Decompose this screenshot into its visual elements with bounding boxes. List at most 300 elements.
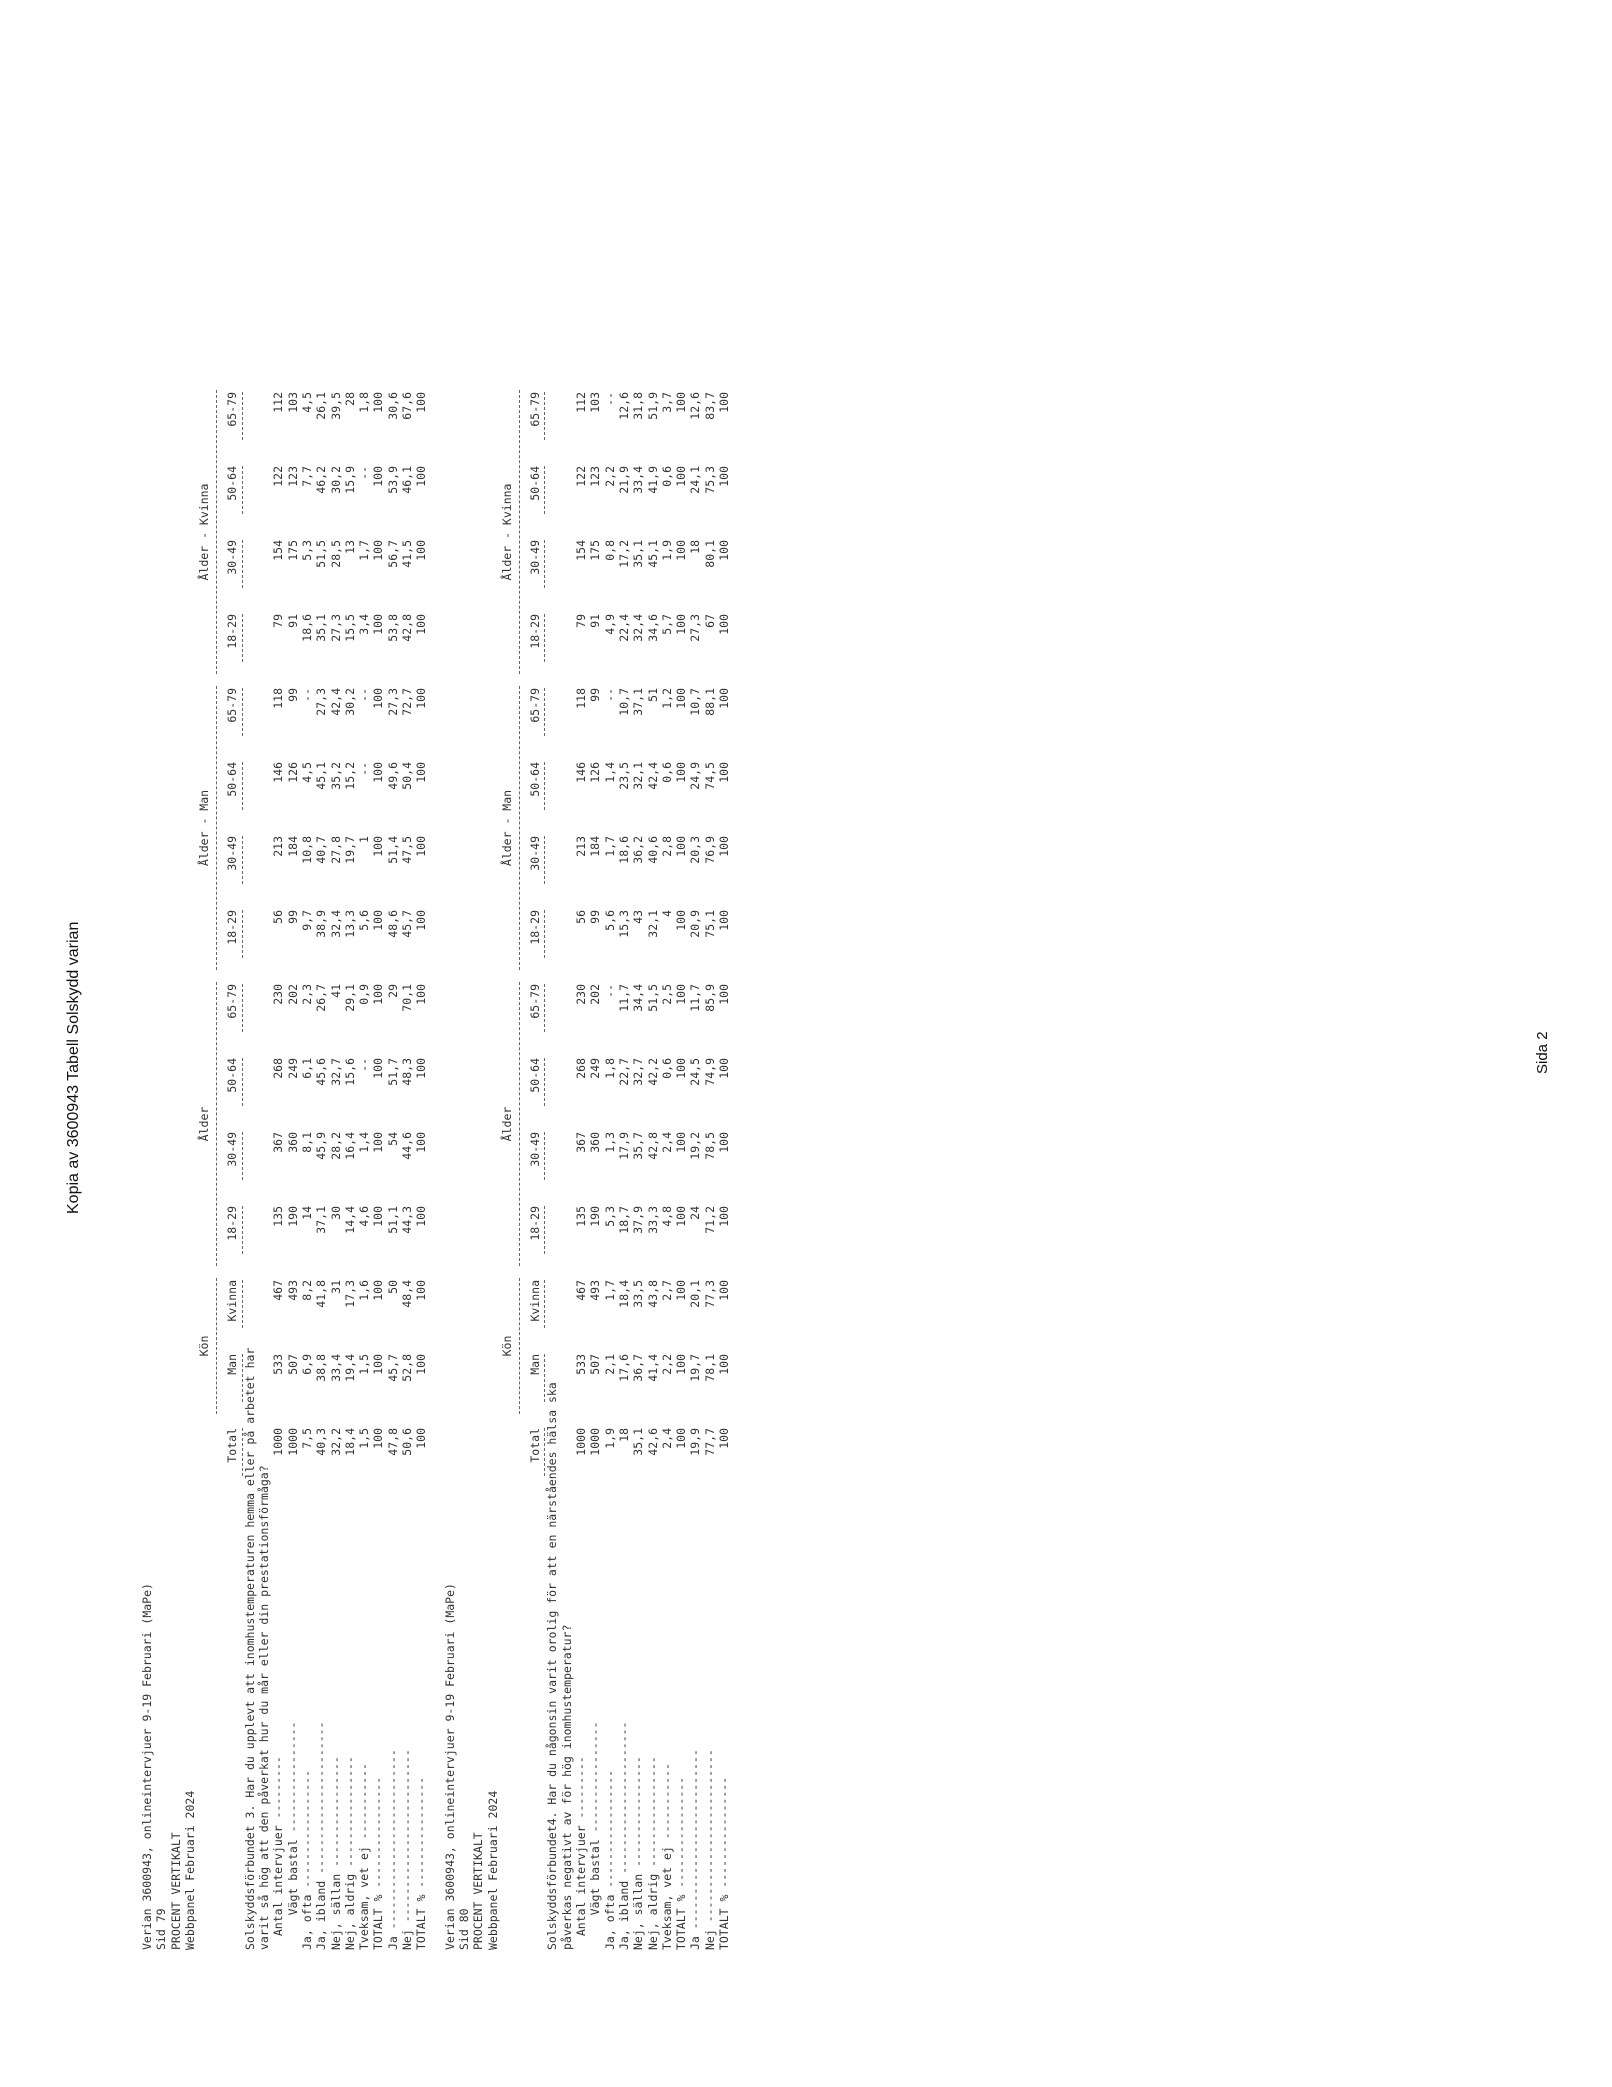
table-cell: 100 bbox=[674, 614, 689, 635]
row-label: TOTALT % ---------------- bbox=[414, 1776, 429, 1950]
column-header: 65-79 bbox=[225, 384, 242, 458]
table-cell: 100 bbox=[414, 1206, 429, 1227]
table-cell: 493 bbox=[285, 1280, 300, 1301]
table-cell: 28,5 bbox=[328, 540, 343, 568]
table-cell: 35,1 bbox=[631, 540, 646, 568]
table-cell: 78,1 bbox=[702, 1354, 717, 1382]
table-cell: 75,1 bbox=[702, 910, 717, 938]
table-cell: 126 bbox=[285, 762, 300, 783]
table-cell: 24,1 bbox=[688, 466, 703, 494]
table-cell: 100 bbox=[674, 1206, 689, 1227]
table-cell: 100 bbox=[716, 466, 731, 487]
table-cell: 467 bbox=[574, 1280, 589, 1301]
table-cell: 74,9 bbox=[702, 1058, 717, 1086]
table-cell: 70,1 bbox=[400, 984, 415, 1012]
table-cell: 100 bbox=[371, 392, 386, 413]
table-cell: 54 bbox=[385, 1132, 400, 1146]
table-cell: 32,7 bbox=[631, 1058, 646, 1086]
table-cell: 20,1 bbox=[688, 1280, 703, 1308]
row-label: Ja, ibland ---------------------- bbox=[616, 1721, 631, 1950]
table-cell: 8,2 bbox=[299, 1280, 314, 1301]
table-cell: 26,1 bbox=[314, 392, 329, 420]
table-cell: 51,5 bbox=[645, 984, 660, 1012]
table-cell: 100 bbox=[414, 1058, 429, 1079]
column-header: 18-29 bbox=[225, 1198, 242, 1272]
table-cell: 4,8 bbox=[659, 1206, 674, 1227]
table-cell: 12,6 bbox=[688, 392, 703, 420]
table-cell: 77,7 bbox=[702, 1428, 717, 1456]
column-header: 18-29 bbox=[225, 902, 242, 976]
table-cell: 2,4 bbox=[659, 1132, 674, 1153]
table-cell: 100 bbox=[371, 1280, 386, 1301]
table-cell: 40,3 bbox=[314, 1428, 329, 1456]
table-cell: 32,2 bbox=[328, 1428, 343, 1456]
table-cell: 100 bbox=[716, 984, 731, 1005]
table-cell: 6,1 bbox=[299, 1058, 314, 1079]
table-cell: 17,6 bbox=[616, 1354, 631, 1382]
table-cell: 74,5 bbox=[702, 762, 717, 790]
table-cell: 17,3 bbox=[342, 1280, 357, 1308]
table-cell: 48,4 bbox=[400, 1280, 415, 1308]
table-cell: 49,6 bbox=[385, 762, 400, 790]
table-cell: -- bbox=[602, 392, 617, 406]
table-cell: 32,1 bbox=[645, 910, 660, 938]
table-cell: 32,4 bbox=[631, 614, 646, 642]
column-group-header: Ålder bbox=[197, 976, 217, 1272]
column-header: 50-64 bbox=[225, 754, 242, 828]
table-cell: 103 bbox=[285, 392, 300, 413]
table-cell: 79 bbox=[271, 614, 286, 628]
table-cell: 100 bbox=[674, 466, 689, 487]
table-cell: 26,7 bbox=[314, 984, 329, 1012]
table-cell: 35,1 bbox=[314, 614, 329, 642]
table-cell: 19,4 bbox=[342, 1354, 357, 1382]
row-label: Nej, sällan ---------------- bbox=[328, 1756, 343, 1950]
table-cell: 11,7 bbox=[616, 984, 631, 1012]
table-cell: 19,9 bbox=[688, 1428, 703, 1456]
table-cell: 99 bbox=[285, 688, 300, 702]
table-cell: 45,1 bbox=[645, 540, 660, 568]
table-cell: 100 bbox=[414, 466, 429, 487]
table-cell: 16,4 bbox=[342, 1132, 357, 1160]
table-cell: 78,5 bbox=[702, 1132, 717, 1160]
table-cell: 2,5 bbox=[659, 984, 674, 1005]
table-cell: 56 bbox=[574, 910, 589, 924]
table-cell: 100 bbox=[674, 1428, 689, 1449]
table-cell: 28 bbox=[342, 392, 357, 406]
table-row bbox=[588, 384, 602, 1950]
table-cell: 41,8 bbox=[314, 1280, 329, 1308]
table-cell: 41,5 bbox=[400, 540, 415, 568]
column-header: 50-64 bbox=[225, 458, 242, 532]
table-cell: 154 bbox=[574, 540, 589, 561]
table-cell: 175 bbox=[285, 540, 300, 561]
report-meta-line: Webbpanel Februari 2024 bbox=[182, 1790, 197, 1950]
table-cell: 154 bbox=[271, 540, 286, 561]
table-cell: 184 bbox=[285, 836, 300, 857]
table-cell: 268 bbox=[574, 1058, 589, 1079]
column-header: Man bbox=[225, 1346, 242, 1420]
row-label: Ja, ofta ----------------- bbox=[299, 1769, 314, 1950]
table-cell: 213 bbox=[271, 836, 286, 857]
table-cell: 1,7 bbox=[602, 1280, 617, 1301]
table-cell: 32,1 bbox=[631, 762, 646, 790]
table-cell: 100 bbox=[674, 392, 689, 413]
report-meta-line: Verian 3600943, onlineintervjuer 9-19 Februari (MaPe) bbox=[140, 1583, 154, 1950]
table-cell: 50 bbox=[385, 1280, 400, 1294]
table-cell: 24,9 bbox=[688, 762, 703, 790]
table-cell: 122 bbox=[271, 466, 286, 487]
table-cell: 2,3 bbox=[299, 984, 314, 1005]
table-cell: 507 bbox=[588, 1354, 603, 1375]
table-cell: 100 bbox=[674, 836, 689, 857]
table-row bbox=[386, 384, 400, 1950]
row-label: TOTALT % ---------------- bbox=[371, 1776, 386, 1950]
table-cell: 50,4 bbox=[400, 762, 415, 790]
table-cell: 15,6 bbox=[342, 1058, 357, 1086]
table-cell: 32,7 bbox=[328, 1058, 343, 1086]
table-cell: 79 bbox=[574, 614, 589, 628]
table-cell: 35,1 bbox=[631, 1428, 646, 1456]
table-cell: 1,4 bbox=[357, 1132, 372, 1153]
table-cell: 100 bbox=[414, 910, 429, 931]
table-cell: 10,7 bbox=[616, 688, 631, 716]
table-cell: 17,2 bbox=[616, 540, 631, 568]
table-row bbox=[314, 384, 328, 1950]
table-cell: 14 bbox=[299, 1206, 314, 1220]
report-section bbox=[443, 80, 732, 1950]
table-cell: 40,7 bbox=[314, 836, 329, 864]
table-cell: 100 bbox=[674, 984, 689, 1005]
column-group-header: Ålder - Man bbox=[197, 680, 217, 976]
table-cell: 42,4 bbox=[328, 688, 343, 716]
table-cell: 38,9 bbox=[314, 910, 329, 938]
table-cell: 10,7 bbox=[688, 688, 703, 716]
table-cell: 100 bbox=[716, 762, 731, 783]
table-cell: 100 bbox=[414, 392, 429, 413]
table-cell: 202 bbox=[588, 984, 603, 1005]
table-cell: 100 bbox=[716, 1206, 731, 1227]
table-cell: 99 bbox=[285, 910, 300, 924]
table-cell: 46,1 bbox=[400, 466, 415, 494]
table-cell: 100 bbox=[371, 984, 386, 1005]
table-cell: 15,5 bbox=[342, 614, 357, 642]
table-row bbox=[300, 384, 314, 1950]
column-header: 65-79 bbox=[225, 976, 242, 1050]
table-cell: 360 bbox=[588, 1132, 603, 1153]
table-cell: 1000 bbox=[574, 1428, 589, 1456]
table-cell: 184 bbox=[588, 836, 603, 857]
column-header: Kvinna bbox=[225, 1272, 242, 1346]
table-row bbox=[703, 384, 717, 1950]
table-cell: 118 bbox=[574, 688, 589, 709]
table-cell: 27,3 bbox=[328, 614, 343, 642]
table-cell: 99 bbox=[588, 910, 603, 924]
table-cell: 2,2 bbox=[659, 1354, 674, 1375]
table-cell: 100 bbox=[716, 1058, 731, 1079]
row-label: TOTALT % ---------------- bbox=[674, 1776, 689, 1950]
row-label: Vägt bastal ---------------- bbox=[285, 1721, 300, 1950]
table-cell: 99 bbox=[588, 688, 603, 702]
table-cell: 11,7 bbox=[688, 984, 703, 1012]
table-cell: 1,9 bbox=[602, 1428, 617, 1449]
table-row bbox=[271, 384, 285, 1950]
table-cell: 268 bbox=[271, 1058, 286, 1079]
table-cell: 0,6 bbox=[659, 466, 674, 487]
table-cell: 31 bbox=[328, 1280, 343, 1294]
table-cell: 1,5 bbox=[357, 1354, 372, 1375]
table-cell: 135 bbox=[271, 1206, 286, 1227]
table-cell: 135 bbox=[574, 1206, 589, 1227]
table-cell: 27,3 bbox=[385, 688, 400, 716]
table-row bbox=[329, 384, 343, 1950]
table-cell: 3,7 bbox=[659, 392, 674, 413]
report-meta-line: Sid 79 bbox=[154, 1908, 169, 1950]
column-header: Kvinna bbox=[528, 1272, 545, 1346]
table-cell: 190 bbox=[588, 1206, 603, 1227]
table-cell: 100 bbox=[371, 1206, 386, 1227]
table-cell: 18,4 bbox=[616, 1280, 631, 1308]
table-cell: 100 bbox=[414, 836, 429, 857]
table-cell: 17,9 bbox=[616, 1132, 631, 1160]
column-header: 30-49 bbox=[225, 828, 242, 902]
row-label: Nej ------------------------- bbox=[702, 1749, 717, 1950]
table-cell: 40,6 bbox=[645, 836, 660, 864]
column-header: 30-49 bbox=[528, 532, 545, 606]
table-cell: 249 bbox=[588, 1058, 603, 1079]
table-cell: 51,7 bbox=[385, 1058, 400, 1086]
table-cell: 1000 bbox=[271, 1428, 286, 1456]
column-header: 18-29 bbox=[528, 1198, 545, 1272]
column-header: 50-64 bbox=[528, 458, 545, 532]
column-header: 18-29 bbox=[528, 606, 545, 680]
table-cell: 100 bbox=[716, 540, 731, 561]
table-cell: 112 bbox=[574, 392, 589, 413]
row-label: Ja -------------------------- bbox=[385, 1749, 400, 1950]
table-row bbox=[414, 384, 428, 1950]
table-cell: 4 bbox=[659, 910, 674, 917]
table-cell: 18,7 bbox=[616, 1206, 631, 1234]
table-cell: 0,8 bbox=[602, 540, 617, 561]
table-cell: 100 bbox=[674, 688, 689, 709]
crosstab-table bbox=[197, 384, 428, 1950]
table-cell: 28,2 bbox=[328, 1132, 343, 1160]
table-cell: -- bbox=[299, 688, 314, 702]
table-cell: 5,7 bbox=[659, 614, 674, 635]
table-row bbox=[574, 384, 588, 1950]
table-cell: 1,4 bbox=[602, 762, 617, 783]
table-cell: -- bbox=[357, 1058, 372, 1072]
table-cell: 27,3 bbox=[314, 688, 329, 716]
table-cell: 367 bbox=[574, 1132, 589, 1153]
table-cell: 190 bbox=[285, 1206, 300, 1227]
column-header: 30-49 bbox=[528, 1124, 545, 1198]
table-cell: 36,7 bbox=[631, 1354, 646, 1382]
table-cell: 34,6 bbox=[645, 614, 660, 642]
table-cell: 50,6 bbox=[400, 1428, 415, 1456]
table-cell: 45,9 bbox=[314, 1132, 329, 1160]
table-cell: 1,6 bbox=[357, 1280, 372, 1301]
table-cell: 48,3 bbox=[400, 1058, 415, 1086]
column-header: Total bbox=[225, 1420, 242, 1494]
table-cell: 100 bbox=[371, 466, 386, 487]
column-group-header: Ålder bbox=[500, 976, 520, 1272]
table-cell: 493 bbox=[588, 1280, 603, 1301]
table-cell: 100 bbox=[414, 1132, 429, 1153]
table-cell: 4,5 bbox=[299, 762, 314, 783]
table-cell: 44,6 bbox=[400, 1132, 415, 1160]
report-meta-line: PROCENT VERTIKALT bbox=[471, 1832, 486, 1950]
table-cell: 83,7 bbox=[702, 392, 717, 420]
table-cell: 42,8 bbox=[400, 614, 415, 642]
table-cell: 100 bbox=[414, 984, 429, 1005]
table-cell: 8,1 bbox=[299, 1132, 314, 1153]
table-cell: 10,8 bbox=[299, 836, 314, 864]
table-cell: 67,6 bbox=[400, 392, 415, 420]
table-cell: 30,2 bbox=[328, 466, 343, 494]
table-cell: 85,9 bbox=[702, 984, 717, 1012]
table-cell: 56,7 bbox=[385, 540, 400, 568]
table-cell: 4,9 bbox=[602, 614, 617, 635]
table-cell: 100 bbox=[716, 836, 731, 857]
table-cell: 230 bbox=[574, 984, 589, 1005]
column-header: 30-49 bbox=[225, 1124, 242, 1198]
table-cell: 2,8 bbox=[659, 836, 674, 857]
question-text: Solskyddsförbundet 3. Har du upplevt att inomhustemperaturen hemma eller på arbetet har bbox=[242, 1347, 257, 1950]
question-text: Solskyddsförbundet4. Har du någonsin varit orolig för att en närståendes hälsa ska bbox=[545, 1382, 560, 1950]
table-cell: 42,8 bbox=[645, 1132, 660, 1160]
table-cell: 467 bbox=[271, 1280, 286, 1301]
table-cell: 91 bbox=[285, 614, 300, 628]
table-cell: 1000 bbox=[285, 1428, 300, 1456]
column-header: 65-79 bbox=[528, 384, 545, 458]
table-cell: 100 bbox=[716, 1280, 731, 1301]
report-meta-line: PROCENT VERTIKALT bbox=[168, 1832, 183, 1950]
table-cell: 100 bbox=[371, 762, 386, 783]
table-cell: 367 bbox=[271, 1132, 286, 1153]
table-cell: 24,5 bbox=[688, 1058, 703, 1086]
table-cell: -- bbox=[602, 688, 617, 702]
table-cell: 37,1 bbox=[314, 1206, 329, 1234]
table-cell: 122 bbox=[574, 466, 589, 487]
table-cell: 23,5 bbox=[616, 762, 631, 790]
table-cell: 7,5 bbox=[299, 1428, 314, 1449]
table-row bbox=[660, 384, 674, 1950]
table-cell: 1,2 bbox=[659, 688, 674, 709]
table-cell: 35,7 bbox=[631, 1132, 646, 1160]
table-cell: 0,9 bbox=[357, 984, 372, 1005]
column-header: Total bbox=[528, 1420, 545, 1494]
table-cell: 7,7 bbox=[299, 466, 314, 487]
table-cell: 18 bbox=[616, 1428, 631, 1442]
table-cell: 100 bbox=[674, 1132, 689, 1153]
table-cell: 53,9 bbox=[385, 466, 400, 494]
table-cell: 5,3 bbox=[299, 540, 314, 561]
table-cell: 22,7 bbox=[616, 1058, 631, 1086]
table-cell: 100 bbox=[371, 1428, 386, 1449]
table-cell: 51,4 bbox=[385, 836, 400, 864]
table-row bbox=[400, 384, 414, 1950]
table-cell: 52,8 bbox=[400, 1354, 415, 1382]
table-cell: 100 bbox=[716, 614, 731, 635]
table-cell: 29,1 bbox=[342, 984, 357, 1012]
table-cell: 67 bbox=[702, 614, 717, 628]
table-cell: 100 bbox=[371, 540, 386, 561]
table-cell: 533 bbox=[271, 1354, 286, 1375]
report-meta-line: Verian 3600943, onlineintervjuer 9-19 Februari (MaPe) bbox=[442, 1583, 457, 1950]
column-header: 50-64 bbox=[528, 1050, 545, 1124]
table-cell: 48,6 bbox=[385, 910, 400, 938]
table-cell: 100 bbox=[371, 688, 386, 709]
table-cell: 76,9 bbox=[702, 836, 717, 864]
table-cell: 100 bbox=[716, 1354, 731, 1375]
table-cell: 5,6 bbox=[602, 910, 617, 931]
table-cell: 45,7 bbox=[385, 1354, 400, 1382]
table-row bbox=[717, 384, 731, 1950]
table-cell: 15,2 bbox=[342, 762, 357, 790]
question-text: påverkas negativt av för hög inomhustemperatur? bbox=[559, 1624, 574, 1950]
column-header: 50-64 bbox=[225, 1050, 242, 1124]
table-cell: 27,3 bbox=[688, 614, 703, 642]
table-cell: 100 bbox=[414, 762, 429, 783]
table-cell: 44,3 bbox=[400, 1206, 415, 1234]
column-header: 65-79 bbox=[225, 680, 242, 754]
table-cell: 1,8 bbox=[602, 1058, 617, 1079]
column-header: 18-29 bbox=[225, 606, 242, 680]
question-text: varit så hög att den påverkat hur du mår eller din prestationsförmåga? bbox=[257, 1465, 272, 1950]
table-cell: 123 bbox=[588, 466, 603, 487]
table-cell: 100 bbox=[371, 836, 386, 857]
report-meta-line: Webbpanel Februari 2024 bbox=[485, 1790, 500, 1950]
table-cell: 77,3 bbox=[702, 1280, 717, 1308]
column-group-header: Kön bbox=[197, 1272, 217, 1420]
row-label: Ja, ibland ---------------------- bbox=[314, 1721, 329, 1950]
table-cell: 37,1 bbox=[631, 688, 646, 716]
table-cell: 5,6 bbox=[357, 910, 372, 931]
column-header: 18-29 bbox=[528, 902, 545, 976]
table-cell: 15,9 bbox=[342, 466, 357, 494]
table-cell: 22,4 bbox=[616, 614, 631, 642]
table-cell: 30 bbox=[328, 1206, 343, 1220]
table-cell: 100 bbox=[371, 614, 386, 635]
table-cell: 33,3 bbox=[645, 1206, 660, 1234]
table-cell: 230 bbox=[271, 984, 286, 1005]
table-cell: 1000 bbox=[588, 1428, 603, 1456]
table-cell: 39,5 bbox=[328, 392, 343, 420]
table-cell: -- bbox=[357, 466, 372, 480]
table-cell: 100 bbox=[414, 688, 429, 709]
table-cell: 118 bbox=[271, 688, 286, 709]
table-cell: 1,8 bbox=[357, 392, 372, 413]
table-cell: 42,4 bbox=[645, 762, 660, 790]
table-row bbox=[674, 384, 688, 1950]
table-row bbox=[631, 384, 645, 1950]
table-cell: 202 bbox=[285, 984, 300, 1005]
table-cell: 213 bbox=[574, 836, 589, 857]
row-label: Vägt bastal ---------------- bbox=[588, 1721, 603, 1950]
table-cell: 91 bbox=[588, 614, 603, 628]
column-header: Man bbox=[528, 1346, 545, 1420]
table-cell: 45,6 bbox=[314, 1058, 329, 1086]
table-cell: 100 bbox=[371, 1354, 386, 1375]
table-cell: 126 bbox=[588, 762, 603, 783]
table-cell: 47,8 bbox=[385, 1428, 400, 1456]
table-cell: 13,3 bbox=[342, 910, 357, 938]
table-cell: 38,8 bbox=[314, 1354, 329, 1382]
table-cell: 51,5 bbox=[314, 540, 329, 568]
table-cell: 36,2 bbox=[631, 836, 646, 864]
table-cell: 45,7 bbox=[400, 910, 415, 938]
